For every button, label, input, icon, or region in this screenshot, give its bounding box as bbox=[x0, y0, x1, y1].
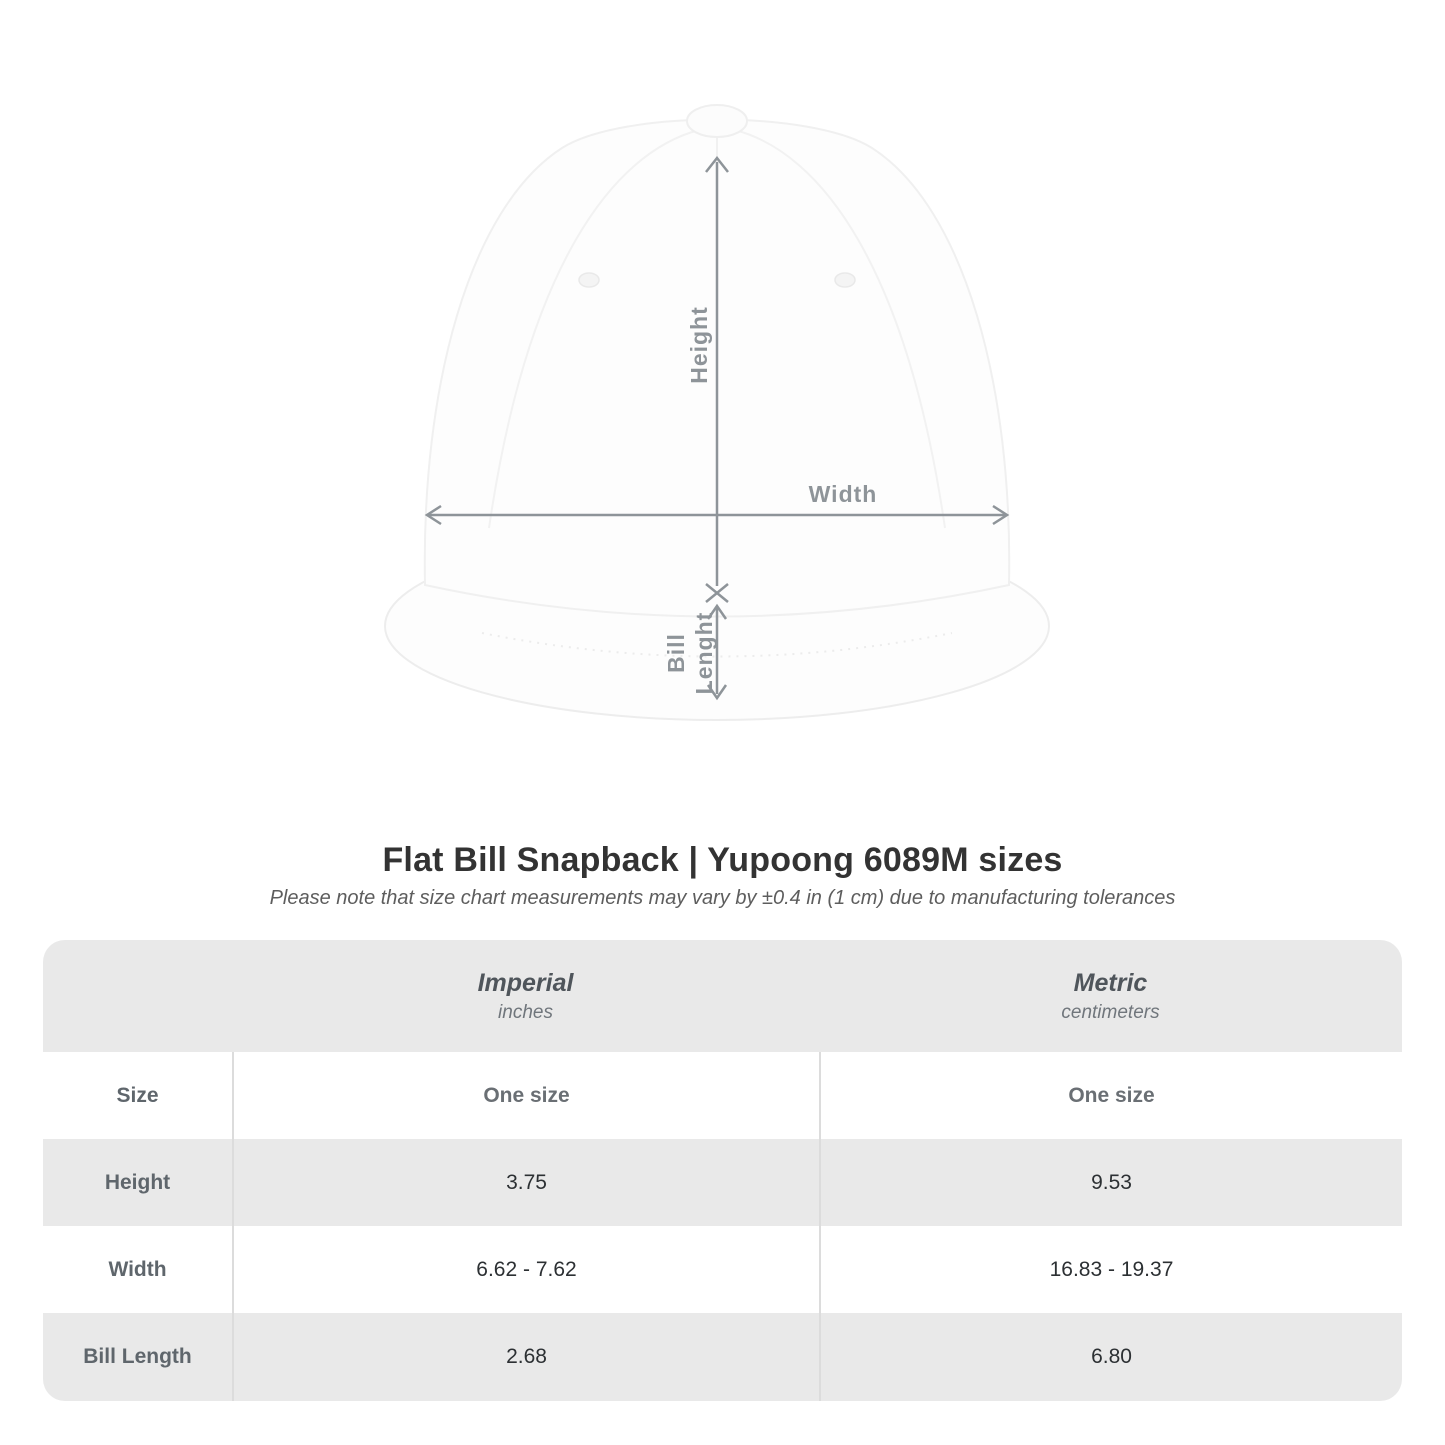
imperial-value: One size bbox=[232, 1052, 819, 1139]
metric-header bbox=[819, 969, 1402, 1024]
table-row-bill-length bbox=[43, 1313, 1402, 1401]
size-table bbox=[43, 940, 1402, 1401]
hat-diagram bbox=[377, 88, 1067, 750]
hat-eyelet-left bbox=[579, 273, 599, 287]
imperial-header-label: Imperial bbox=[477, 968, 574, 997]
imperial-value: 2.68 bbox=[232, 1313, 819, 1401]
row-label: Bill Length bbox=[83, 1345, 192, 1368]
height-dimension-label: Height bbox=[686, 306, 712, 384]
table-row-width bbox=[43, 1226, 1402, 1313]
table-header bbox=[43, 940, 1402, 1052]
metric-header-unit: centimeters bbox=[1061, 1001, 1160, 1023]
hat-button bbox=[687, 105, 747, 137]
table-row-height bbox=[43, 1139, 1402, 1226]
bill-length-dimension-label-line2: Lenght bbox=[691, 611, 717, 695]
metric-header-label: Metric bbox=[1073, 968, 1148, 997]
metric-value: 6.80 bbox=[819, 1313, 1402, 1401]
hat-eyelet-right bbox=[835, 273, 855, 287]
metric-value: 9.53 bbox=[819, 1139, 1402, 1226]
metric-value: One size bbox=[819, 1052, 1402, 1139]
metric-value: 16.83 - 19.37 bbox=[819, 1226, 1402, 1313]
imperial-value: 3.75 bbox=[232, 1139, 819, 1226]
hat-figure bbox=[377, 88, 1067, 750]
width-dimension-label: Width bbox=[808, 481, 878, 507]
bill-length-dimension-label-line1: Bill bbox=[663, 633, 689, 673]
page-subtitle: Please note that size chart measurements may vary by ±0.4 in (1 cm) due to manufacturing tolerances bbox=[269, 887, 1176, 909]
imperial-header bbox=[232, 969, 819, 1024]
row-label: Width bbox=[108, 1257, 167, 1281]
row-label: Size bbox=[116, 1083, 159, 1107]
imperial-header-unit: inches bbox=[498, 1001, 553, 1023]
heading-block bbox=[0, 841, 1445, 910]
page-title: Flat Bill Snapback | Yupoong 6089M sizes bbox=[382, 841, 1063, 879]
table-row-size bbox=[43, 1052, 1402, 1139]
imperial-value: 6.62 - 7.62 bbox=[232, 1226, 819, 1313]
row-label: Height bbox=[104, 1170, 171, 1194]
